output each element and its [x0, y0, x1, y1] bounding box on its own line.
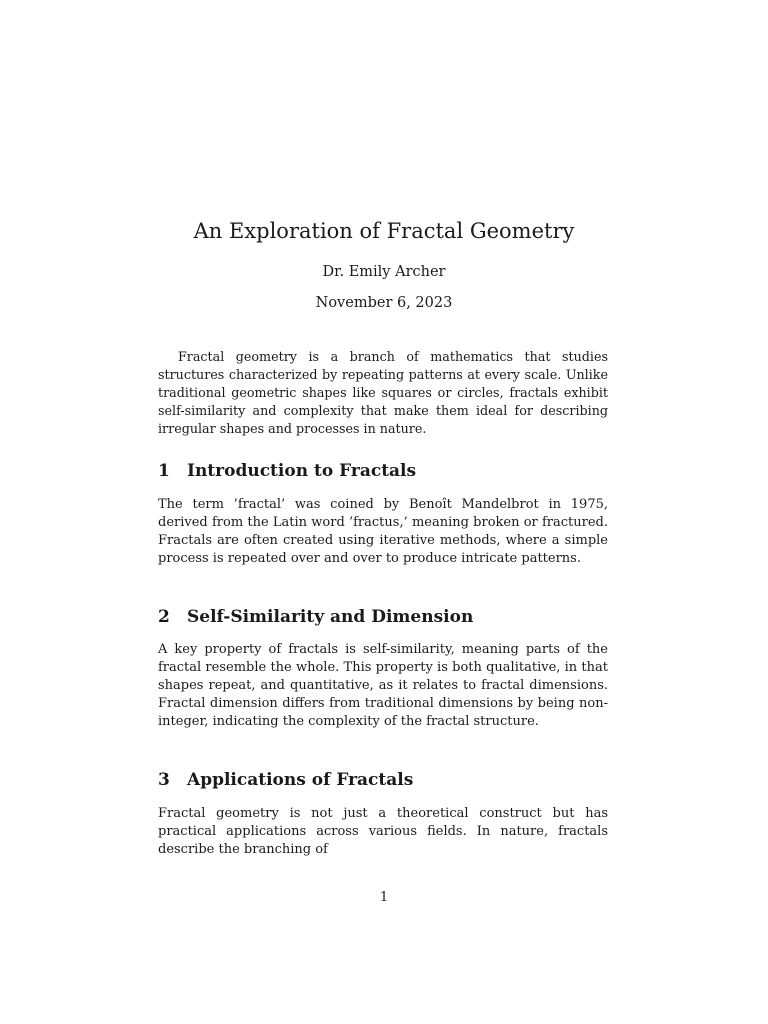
- document-title: An Exploration of Fractal Geometry: [193, 219, 575, 243]
- section-number: 2: [158, 607, 170, 627]
- section-title: Self-Similarity and Dimension: [187, 607, 474, 627]
- section-title: Applications of Fractals: [187, 770, 414, 790]
- section-body-applications: Fractal geometry is not just a theoretical construct but has practical applications across various fields. In nature, fractals describe the branching of: [158, 806, 608, 857]
- section-heading-introduction: [158, 459, 608, 483]
- section-heading-applications: [158, 768, 608, 792]
- section-body-introduction: The term ’fractal’ was coined by Benoît Mandelbrot in 1975, derived from the Latin word ’fractus,’ meaning broken or fractured. Fractals are often created using iterative methods, where a simple process is repeated over and over to produce intricate patterns.: [158, 497, 608, 566]
- document-date: November 6, 2023: [315, 295, 453, 311]
- section-title: Introduction to Fractals: [187, 461, 417, 481]
- section-number: 3: [158, 770, 170, 790]
- page-number: 1: [379, 890, 389, 905]
- section-heading-self-similarity: [158, 605, 608, 629]
- section-number: 1: [158, 461, 170, 481]
- document-author: Dr. Emily Archer: [322, 264, 446, 280]
- abstract-paragraph: Fractal geometry is a branch of mathematics that studies structures characterized by repeating patterns at every scale. Unlike traditional geometric shapes like squares or circles, fractals exhibit self-similarity and complexity that make them ideal for describing irregular shapes and processes in nature.: [158, 349, 608, 436]
- section-body-self-similarity: A key property of fractals is self-similarity, meaning parts of the fractal resemble the whole. This property is both qualitative, in that shapes repeat, and quantitative, as it relates to fractal dimensions. Fractal dimension differs from traditional dimensions by being non-integer, indicating the complexity of the fractal structure.: [158, 642, 608, 729]
